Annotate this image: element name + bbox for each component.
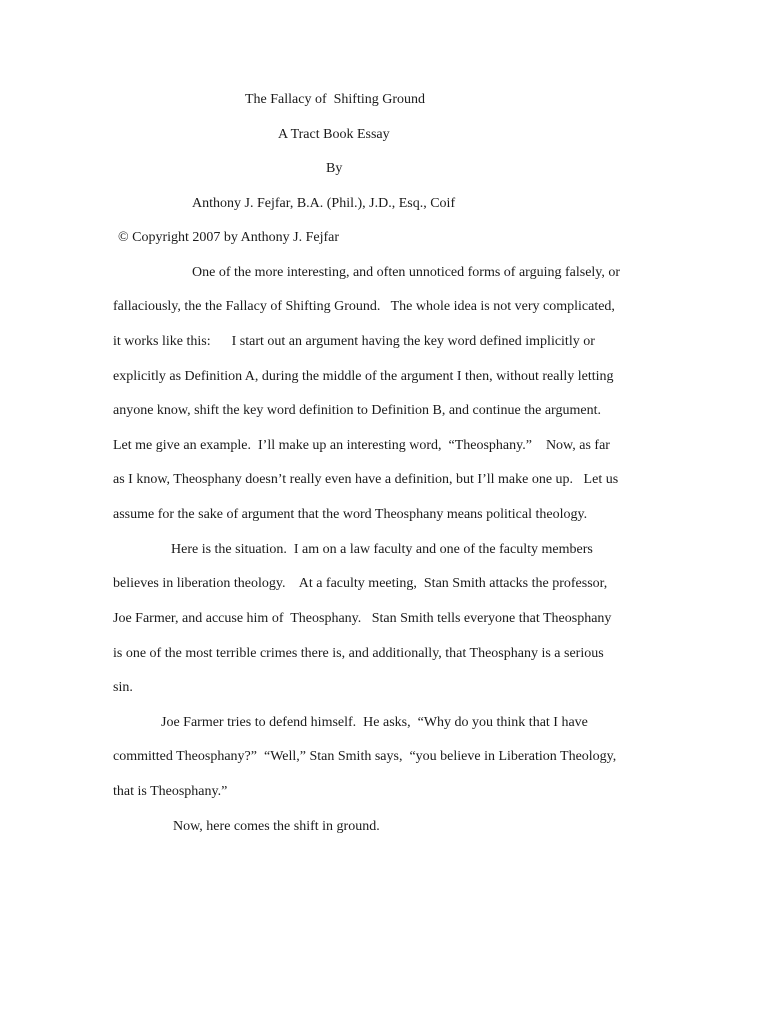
body-line: Joe Farmer, and accuse him of Theosphany. Stan Smith tells everyone that Theosphany: [113, 611, 612, 626]
body-line: committed Theosphany?” “Well,” Stan Smith says, “you believe in Liberation Theology,: [113, 749, 617, 764]
byline-label: By: [326, 161, 343, 176]
essay-subtitle: A Tract Book Essay: [278, 127, 390, 142]
essay-title: The Fallacy of Shifting Ground: [245, 92, 426, 107]
body-line: Joe Farmer tries to defend himself. He asks, “Why do you think that I have: [161, 715, 588, 730]
body-line: explicitly as Definition A, during the middle of the argument I then, without really letting: [113, 369, 614, 384]
body-line: Now, here comes the shift in ground.: [173, 819, 380, 834]
body-line: fallaciously, the the Fallacy of Shifting Ground. The whole idea is not very complicated,: [113, 299, 615, 314]
body-line: Here is the situation. I am on a law faculty and one of the faculty members: [171, 542, 593, 557]
copyright-line: © Copyright 2007 by Anthony J. Fejfar: [118, 230, 340, 245]
body-line: sin.: [113, 680, 133, 695]
author-line: Anthony J. Fejfar, B.A. (Phil.), J.D., Esq., Coif: [192, 196, 456, 211]
body-line: that is Theosphany.”: [113, 784, 228, 799]
body-line: believes in liberation theology. At a faculty meeting, Stan Smith attacks the professor,: [113, 576, 608, 591]
body-line: Let me give an example. I’ll make up an interesting word, “Theosphany.” Now, as far: [113, 438, 610, 453]
body-line: One of the more interesting, and often unnoticed forms of arguing falsely, or: [192, 265, 621, 280]
body-line: assume for the sake of argument that the word Theosphany means political theology.: [113, 507, 588, 522]
body-line: as I know, Theosphany doesn’t really even have a definition, but I’ll make one up. Let us: [113, 472, 619, 487]
body-line: is one of the most terrible crimes there is, and additionally, that Theosphany is a serious: [113, 646, 604, 661]
body-line: it works like this: I start out an argument having the key word defined implicitly or: [113, 334, 595, 349]
body-line: anyone know, shift the key word definition to Definition B, and continue the argument.: [113, 403, 601, 418]
